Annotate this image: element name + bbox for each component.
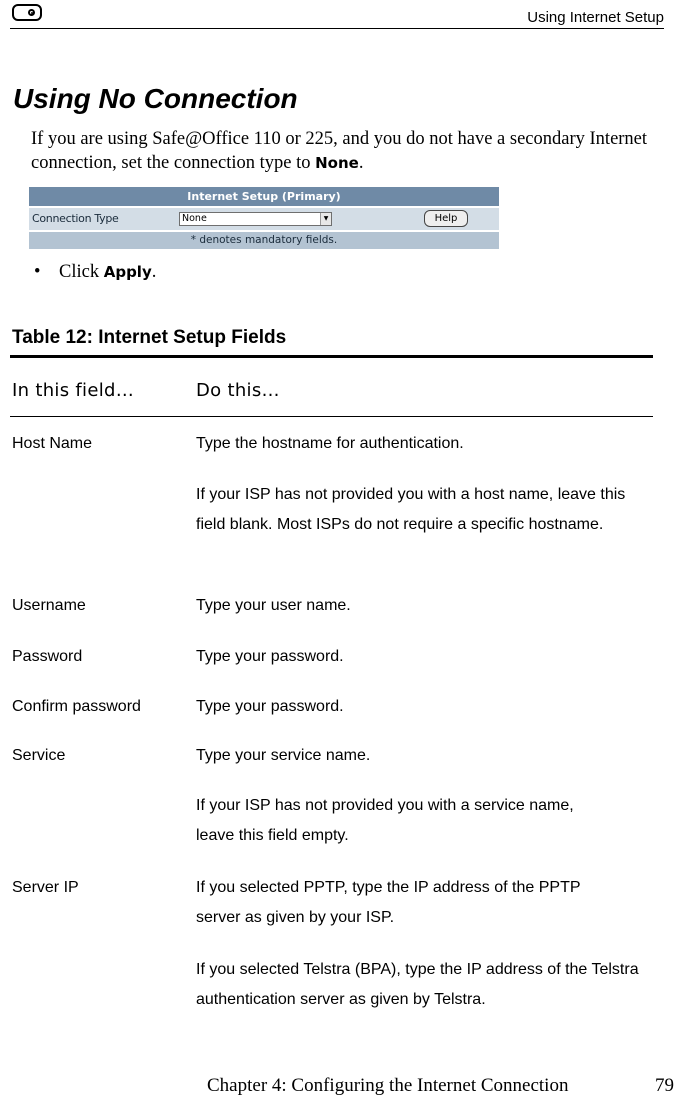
- desc-confirm-password: Type your password.: [196, 698, 344, 715]
- intro-paragraph: If you are using Safe@Office 110 or 225, and you do not have a secondary Internet connection, set the connection type to None.: [31, 129, 648, 173]
- field-host-name: Host Name: [12, 435, 93, 452]
- table-top-rule: [10, 355, 653, 358]
- field-service: Service: [12, 747, 66, 764]
- column-header-action: Do this…: [196, 380, 280, 401]
- bullet-icon: •: [34, 262, 41, 282]
- chevron-down-icon: ▼: [320, 213, 331, 225]
- safe-office-logo-icon: [12, 4, 42, 21]
- table-title: Table 12: Internet Setup Fields: [12, 327, 287, 348]
- mandatory-note: * denotes mandatory fields.: [29, 232, 499, 249]
- field-password: Password: [12, 648, 83, 665]
- keyword-apply: Apply: [103, 263, 152, 281]
- internet-setup-screenshot: [29, 187, 499, 249]
- field-username: Username: [12, 597, 86, 614]
- connection-type-row: [29, 208, 499, 230]
- desc-username: Type your user name.: [196, 597, 351, 614]
- connection-type-select[interactable]: None ▼: [179, 212, 332, 226]
- desc-service-1: Type your service name.: [196, 747, 371, 764]
- header-rule: [10, 28, 664, 29]
- step-apply: Click Apply.: [59, 262, 157, 282]
- chapter-footer: Chapter 4: Configuring the Internet Connection: [207, 1075, 569, 1096]
- screenshot-header: Internet Setup (Primary): [29, 187, 499, 206]
- column-header-field: In this field…: [12, 380, 135, 401]
- connection-type-label: Connection Type: [32, 212, 119, 225]
- desc-host-name-1: Type the hostname for authentication.: [196, 435, 464, 452]
- desc-host-name-2: If your ISP has not provided you with a host name, leave this field blank. Most ISPs do not require a specific hostname.: [196, 486, 626, 533]
- table-header-rule: [10, 416, 653, 417]
- desc-server-ip-1: If you selected PPTP, type the IP address of the PPTP server as given by your ISP.: [196, 879, 581, 926]
- desc-password: Type your password.: [196, 648, 344, 665]
- help-button[interactable]: Help: [424, 210, 468, 227]
- page-number: 79: [655, 1075, 674, 1096]
- desc-service-2: If your ISP has not provided you with a service name, leave this field empty.: [196, 797, 574, 844]
- keyword-none: None: [315, 154, 359, 172]
- section-title: Using No Connection: [13, 83, 298, 114]
- running-head: Using Internet Setup: [527, 9, 664, 26]
- desc-server-ip-2: If you selected Telstra (BPA), type the IP address of the Telstra authentication server as given by Telstra.: [196, 961, 639, 1008]
- field-confirm-password: Confirm password: [12, 698, 141, 715]
- field-server-ip: Server IP: [12, 879, 79, 896]
